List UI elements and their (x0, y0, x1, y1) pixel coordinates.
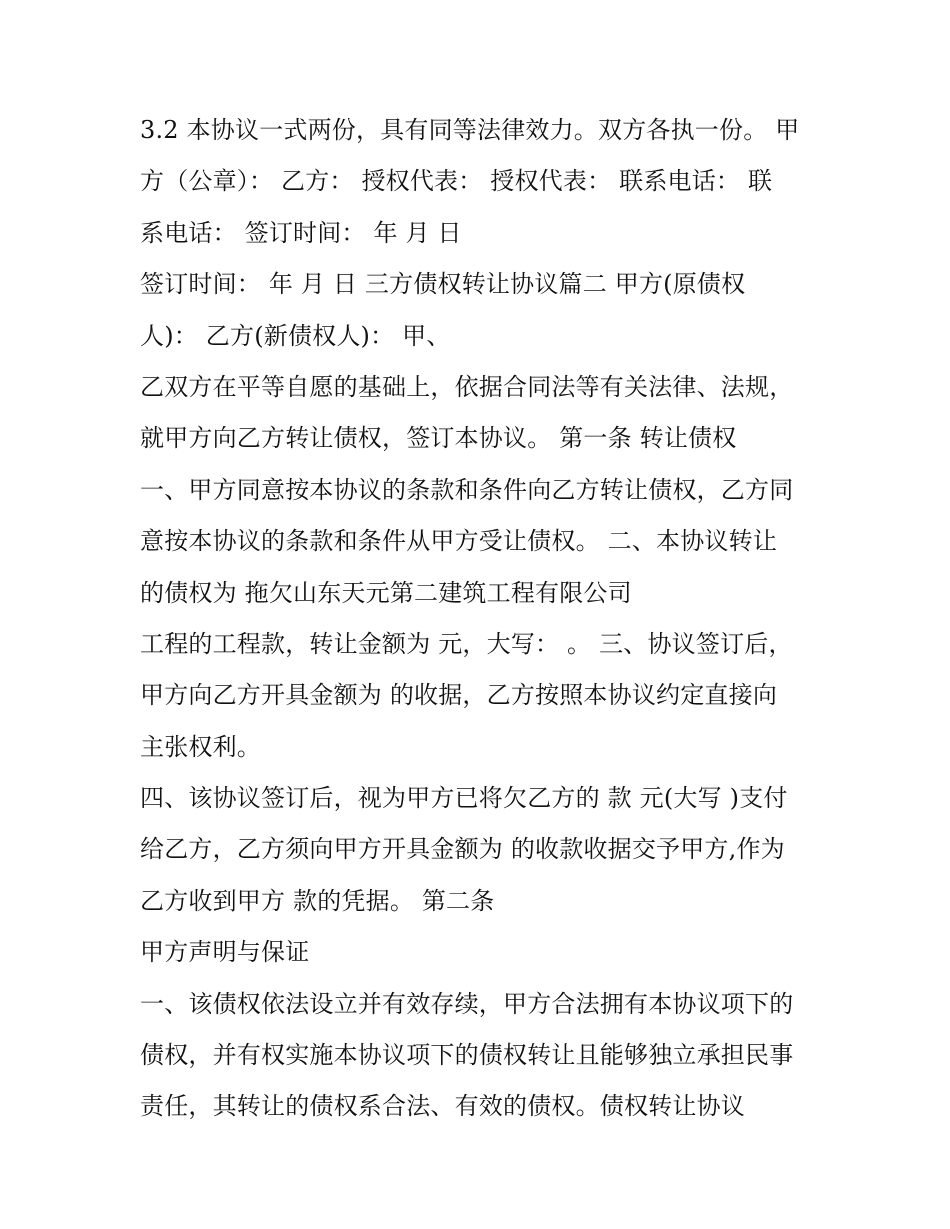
text-line: 就甲方向乙方转让债权，签订本协议。 第一条 转让债权 (140, 424, 737, 453)
text-line: 责任，其转让的债权系合法、有效的债权。债权转让协议 (140, 1092, 745, 1121)
text-line: 乙双方在平等自愿的基础上，依据合同法等有关法律、法规， (140, 372, 794, 401)
text-line: 人)： 乙方(新债权人)： 甲、 (140, 321, 451, 350)
text-line: 3.2 本协议一式两份，具有同等法律效力。双方各执一份。 甲 (140, 116, 800, 144)
text-line: 的债权为 拖欠山东天元第二建筑工程有限公司 (140, 578, 632, 607)
text-line: 乙方收到甲方 款的凭据。 第二条 (140, 886, 495, 915)
text-line: 签订时间： 年 月 日 三方债权转让协议篇二 甲方(原债权 (140, 270, 746, 299)
text-line: 一、甲方同意按本协议的条款和条件向乙方转让债权，乙方同 (140, 475, 794, 504)
text-line: 系电话： 签订时间： 年 月 日 (140, 218, 462, 247)
text-line: 甲方向乙方开具金额为 的收据，乙方按照本协议约定直接向 (140, 681, 778, 710)
document-body (140, 105, 840, 1133)
text-line: 方（公章）： 乙方： 授权代表： 授权代表： 联系电话： 联 (140, 167, 773, 196)
text-line: 债权，并有权实施本协议项下的债权转让且能够独立承担民事 (140, 1041, 794, 1070)
text-line: 意按本协议的条款和条件从甲方受让债权。 二、本协议转让 (140, 527, 778, 556)
text-line: 甲方声明与保证 (140, 938, 310, 967)
text-line: 一、该债权依法设立并有效存续，甲方合法拥有本协议项下的 (140, 989, 794, 1018)
text-line: 给乙方，乙方须向甲方开具金额为 的收款收据交予甲方,作为 (140, 835, 785, 864)
text-line: 四、该协议签订后，视为甲方已将欠乙方的 款 元(大写 )支付 (140, 784, 788, 813)
text-line: 主张权利。 (140, 732, 261, 761)
text-line: 工程的工程款，转让金额为 元，大写： 。 三、协议签订后， (140, 629, 793, 658)
